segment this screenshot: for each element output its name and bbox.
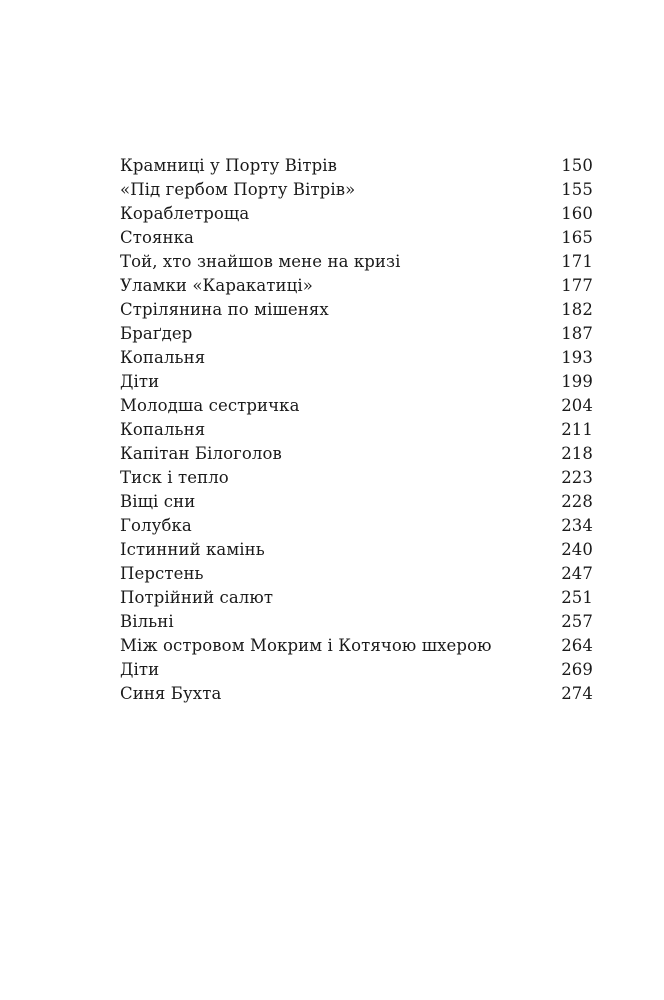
toc-entry (120, 418, 593, 442)
toc-entry-page: 204 (561, 396, 593, 415)
toc-entry-page: 165 (561, 228, 593, 247)
toc-entry-page: 155 (561, 180, 593, 199)
toc-entry-page: 269 (561, 660, 593, 679)
toc-entry (120, 202, 593, 226)
toc-entry-page: 228 (561, 492, 593, 511)
toc-entry-title: Стрілянина по мішенях (120, 300, 329, 319)
toc-entry (120, 514, 593, 538)
toc-entry (120, 562, 593, 586)
toc-entry-title: Синя Бухта (120, 684, 222, 703)
toc-entry (120, 394, 593, 418)
toc-entry (120, 346, 593, 370)
toc-entry (120, 274, 593, 298)
toc-entry-page: 223 (561, 468, 593, 487)
toc-entry-title: Між островом Мокрим і Котячою шхерою (120, 636, 492, 655)
toc-entry (120, 178, 593, 202)
toc-entry-page: 274 (561, 684, 593, 703)
toc-entry-page: 171 (561, 252, 593, 271)
toc-entry-title: Уламки «Каракатиці» (120, 276, 313, 295)
toc-entry (120, 634, 593, 658)
toc-entry-page: 247 (561, 564, 593, 583)
toc-entry (120, 250, 593, 274)
toc-entry (120, 658, 593, 682)
toc-entry-page: 257 (561, 612, 593, 631)
toc-entry (120, 682, 593, 706)
toc-entry-page: 234 (561, 516, 593, 535)
toc-entry-title: «Під гербом Порту Вітрів» (120, 180, 356, 199)
toc-entry (120, 586, 593, 610)
toc-entry-title: Молодша сестричка (120, 396, 300, 415)
toc-entry-title: Той, хто знайшов мене на кризі (120, 252, 401, 271)
toc-entry-title: Браґдер (120, 324, 193, 343)
toc-entry-title: Діти (120, 660, 160, 679)
toc-entry (120, 298, 593, 322)
toc-entry-page: 150 (561, 156, 593, 175)
toc-entry-title: Тиск і тепло (120, 468, 229, 487)
toc-entry-page: 187 (561, 324, 593, 343)
toc-entry-title: Перстень (120, 564, 204, 583)
toc-entry-page: 211 (561, 420, 593, 439)
toc-entry-page: 240 (561, 540, 593, 559)
toc-entry-title: Голубка (120, 516, 192, 535)
toc-entry-title: Копальня (120, 420, 206, 439)
toc-entry-title: Стоянка (120, 228, 194, 247)
toc-entry-page: 251 (561, 588, 593, 607)
toc-entry (120, 442, 593, 466)
toc-entry (120, 322, 593, 346)
toc-entry-page: 193 (561, 348, 593, 367)
toc-entry (120, 538, 593, 562)
toc-entry-page: 264 (561, 636, 593, 655)
toc-entry-page: 182 (561, 300, 593, 319)
toc-entry (120, 226, 593, 250)
toc-entry-title: Істинний камінь (120, 540, 265, 559)
toc-entry-title: Діти (120, 372, 160, 391)
toc-entry-page: 218 (561, 444, 593, 463)
toc-entry (120, 466, 593, 490)
toc-entry (120, 154, 593, 178)
toc-entry-title: Копальня (120, 348, 206, 367)
toc-entry-page: 199 (561, 372, 593, 391)
toc-entry-page: 160 (561, 204, 593, 223)
toc-entry-title: Крамниці у Порту Вітрів (120, 156, 338, 175)
toc-entry-title: Капітан Білоголов (120, 444, 282, 463)
toc-entry-title: Потрійний салют (120, 588, 274, 607)
toc-entry-title: Кораблетроща (120, 204, 250, 223)
toc-entry-title: Вільні (120, 612, 174, 631)
toc-entry (120, 490, 593, 514)
toc-entry (120, 610, 593, 634)
toc-entry-page: 177 (561, 276, 593, 295)
toc-entry-title: Віщі сни (120, 492, 196, 511)
toc-entry (120, 370, 593, 394)
table-of-contents (120, 154, 593, 706)
